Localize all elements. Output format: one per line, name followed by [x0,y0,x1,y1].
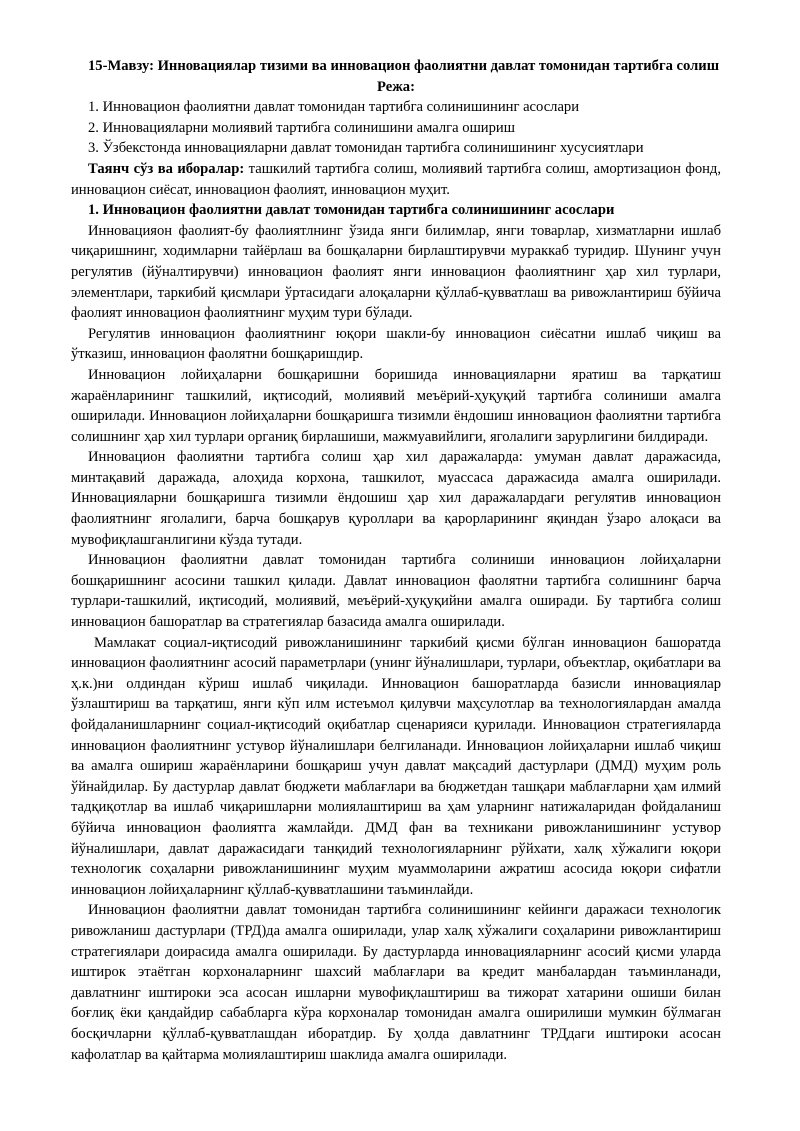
plan-item: 2. Инновацияларни молиявий тартибга солинишини амалга ошириш [88,119,515,136]
body-paragraph: Инновацияон фаолият-бу фаолиятлнинг ўзида янги билимлар, янги товарлар, хизматларни ишлаб чиқаришнинг, ходимларни тайёрлаш ва бошқаларни бирлаштирувчи мураккаб туридир. Шунинг учун регулятив (йўналтирувчи) инновацион фаолият янги инновацион фаолиятнинг ҳар хил турлари, элементлари, таркибий қисмлари ўртасидаги алоқаларни қўллаб-қувватлаш ва ривожлантириш бўйича фаолият инновацион фаолиятнинг муҳим тури бўлади. [71,222,721,322]
keywords-text: ташкилий тартибга солиш, молиявий тартибга солиш, амортизацион фонд, инновацион сиёсат, инновацион фаолият, инновацион муҳит. [71,160,722,198]
body-paragraph: Инновацион фаолиятни давлат томонидан тартибга солиниши инновацион лойиҳаларни бошқаришнинг асосини ташкил қилади. Давлат инновацион фаолятни тартибга солишнинг барча турлари-ташкилий, иқтисодий, молиявий, меъёрий-ҳуқуқийни амалга оширади. Бу тартибга солиш инновацион башоратлар ва стратегиялар базасида амалга оширилади. [71,552,721,631]
plan-heading: Режа: [377,78,415,95]
keywords-paragraph [71,159,721,200]
document-content [71,56,721,1065]
body-paragraph: Инновацион лойиҳаларни бошқаришни боришида инновацияларни яратиш ва тарқатиш жараёнларининг ташкилий, иқтисодий, молиявий меъёрий-ҳуқуқий тартибга солиниши амалга оширилади. Инновацион лойиҳаларни бошқаришга тизимли ёндошиш инновацион фаолиятни тартибга солишнинг ҳар хил турлари органиқ бирлашиши, мажмуавийлиги, яголалиги зарурлигини билдиради. [71,366,721,445]
body-paragraph: Мамлакат социал-иқтисодий ривожланишининг таркибий қисми бўлган инновацион башоратда инновацион фаолиятнинг асосий параметрлари (унинг йўналишлари, турлари, объектлар, оқибатлари ва ҳ.к.)ни олдиндан кўриш ишлаб чиқилади. Инновацион башоратларда базисли инновациялар ўзлаштириш ва тарқатиш, янги кўп илм истеъмол қилувчи маҳсулотлар ва технологиялардан амалда фойдаланишларнинг социал-иқтисодий оқибатлар сценарияси қурилади. Инновацион стратегияларда инновацион фаолиятнинг устувор йўналишлари белгиланади. Инновацион лойиҳаларни ишлаб чиқиш ва амалга ошириш жараёнларини бошқариш учун давлат мақсадий дастурлари (ДМД) муҳим роль ўйнайдилар. Бу дастурлар давлат бюджети маблағлари ва бюджетдан ташқари маблағларни ҳам илмий тадқиқотлар ва ишлаб чиқаришларни молиялаштириш ва ҳам уларнинг натижаларидан фойдаланиш бўйича инновацион фаолиятга жамлайди. ДМД фан ва техникани ривожланишининг устувор йўналишлари, давлат даражасидаги танқидий технологияларнинг рўйхати, халқ хўжалиги юқори технологик соҳаларни ривожланишининг муҳим муаммоларини ажратиш асосида юқори сифатли инновацион лойиҳаларнинг қўллаб-қувватлашини таъминлайди. [71,634,721,898]
body-paragraph: Регулятив инновацион фаолиятнинг юқори шакли-бу инновацион сиёсатни ишлаб чиқиш ва ўтказиш, инновацион фаолятни бошқаришдир. [71,325,721,363]
keywords-label: Таянч сўз ва иборалар: [88,160,245,177]
plan-item: 1. Инновацион фаолиятни давлат томонидан тартибга солинишининг асослари [88,99,580,116]
section-heading: 1. Инновацион фаолиятни давлат томонидан тартибга солинишининг асослари [88,202,615,219]
body-paragraph: Инновацион фаолиятни давлат томонидан тартибга солинишининг кейинги даражаси технологик ривожланиш дастурлари (ТРД)да амалга оширилади, улар халқ хўжалиги соҳаларини ривожлантириш стратегиялари доирасида амалга оширилади. Бу дастурларда инновацияларнинг асосий қисми уларда иштирок этаётган корхоналарнинг шахсий маблағлари ва кредит манбалардан таъминланади, давлатнинг иштироки эса асосан ишларни мувофиқлаштириш ва тижорат хатарини ошиши билан боғлиқ ёки қандайдир сабабларга кўра корхоналар томонидан амалга оширилиши мумкин бўлмаган босқичларни қўллаб-қувватлашдан иборатдир. Бу ҳолда давлатнинг ТРДдаги иштироки асосан кафолатлар ва қайтарма молиялаштириш шаклида амалга оширилади. [71,902,721,1063]
body-paragraph: Инновацион фаолиятни тартибга солиш ҳар хил даражаларда: умуман давлат даражасида, минтақавий даражада, алоҳида корхона, ташкилот, муассаса даражасида амалга оширилади. Инновацияларни бошқаришга тизимли ёндошиш ҳар хил даражалардаги регулятив инновацион фаолиятнинг яголалиги, барча бошқарув қуроллари ва қарорларининг яқиндан ўзаро алоқаси ва мувофиқлашганлигини кўзда тутади. [71,449,721,548]
page-title: 15-Мавзу: Инновациялар тизими ва инновацион фаолиятни давлат томонидан тартибга солиш [88,58,720,74]
plan-item: 3. Ўзбекстонда инновацияларни давлат томонидан тартибга солинишининг хусусиятлари [88,140,644,157]
